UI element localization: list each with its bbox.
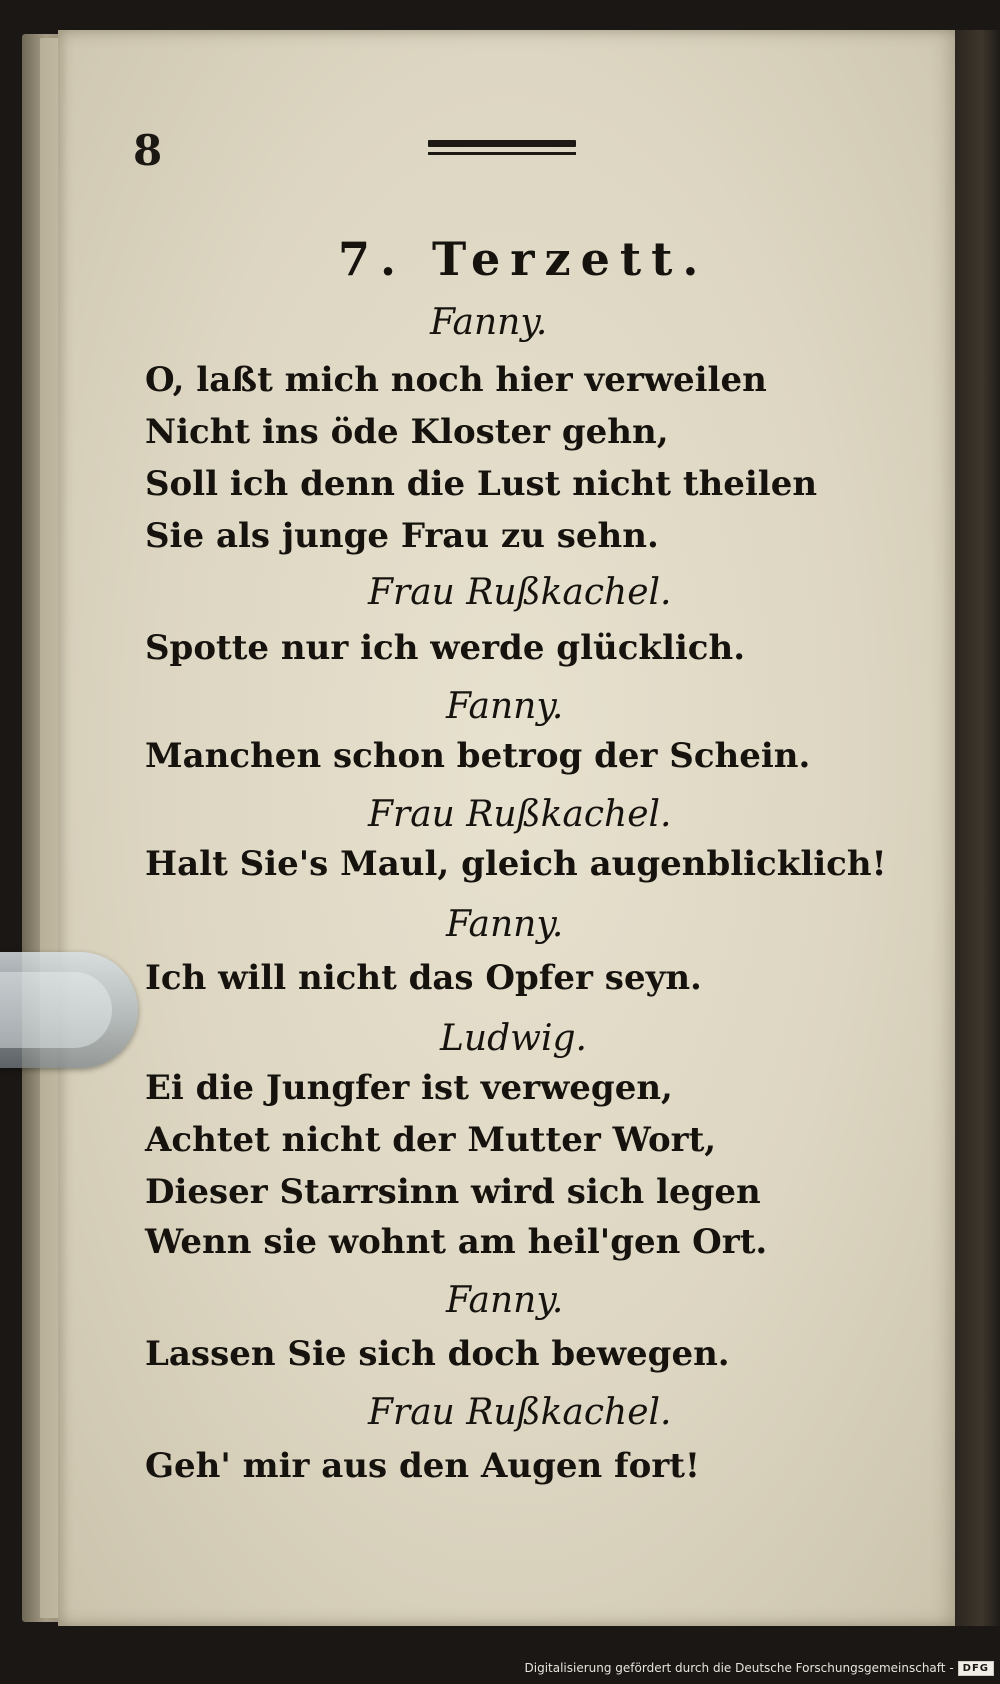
ornamental-rule-thin — [428, 152, 576, 155]
verse-line: Spotte nur ich werde glücklich. — [145, 628, 746, 668]
verse-line: Lassen Sie sich doch bewegen. — [145, 1334, 730, 1374]
speaker-name: Frau Rußkachel. — [368, 572, 672, 613]
verse-line: Achtet nicht der Mutter Wort, — [145, 1120, 717, 1160]
verse-line: Sie als junge Frau zu sehn. — [145, 516, 659, 556]
speaker-name: Fanny. — [446, 904, 564, 945]
verse-line: Ei die Jungfer ist verwegen, — [145, 1068, 673, 1108]
ornamental-rule — [428, 140, 576, 147]
verse-line: Halt Sie's Maul, gleich augenblicklich! — [145, 844, 887, 884]
speaker-name: Fanny. — [446, 686, 564, 727]
digitization-credit — [525, 1658, 995, 1678]
speaker-name: Frau Rußkachel. — [368, 1392, 672, 1433]
section-heading: 7. Terzett. — [338, 232, 709, 286]
page-number: 8 — [133, 126, 163, 175]
verse-line: Nicht ins öde Kloster gehn, — [145, 412, 669, 452]
speaker-name: Fanny. — [446, 1280, 564, 1321]
book-gutter-shadow — [955, 30, 1000, 1626]
page-clip-highlight — [0, 972, 112, 1048]
verse-line: Wenn sie wohnt am heil'gen Ort. — [145, 1222, 768, 1262]
verse-line: Dieser Starrsinn wird sich legen — [145, 1172, 761, 1212]
speaker-name: Fanny. — [430, 302, 548, 343]
verse-line: Ich will nicht das Opfer seyn. — [145, 958, 702, 998]
dfg-logo: DFG — [958, 1661, 994, 1676]
speaker-name: Ludwig. — [440, 1018, 587, 1059]
verse-line: Soll ich denn die Lust nicht theilen — [145, 464, 818, 504]
verse-line: Geh' mir aus den Augen fort! — [145, 1446, 700, 1486]
credit-text: Digitalisierung gefördert durch die Deutsche Forschungsgemeinschaft - — [524, 1661, 954, 1675]
speaker-name: Frau Rußkachel. — [368, 794, 672, 835]
verse-line: Manchen schon betrog der Schein. — [145, 736, 811, 776]
verse-line: O, laßt mich noch hier verweilen — [145, 360, 767, 400]
